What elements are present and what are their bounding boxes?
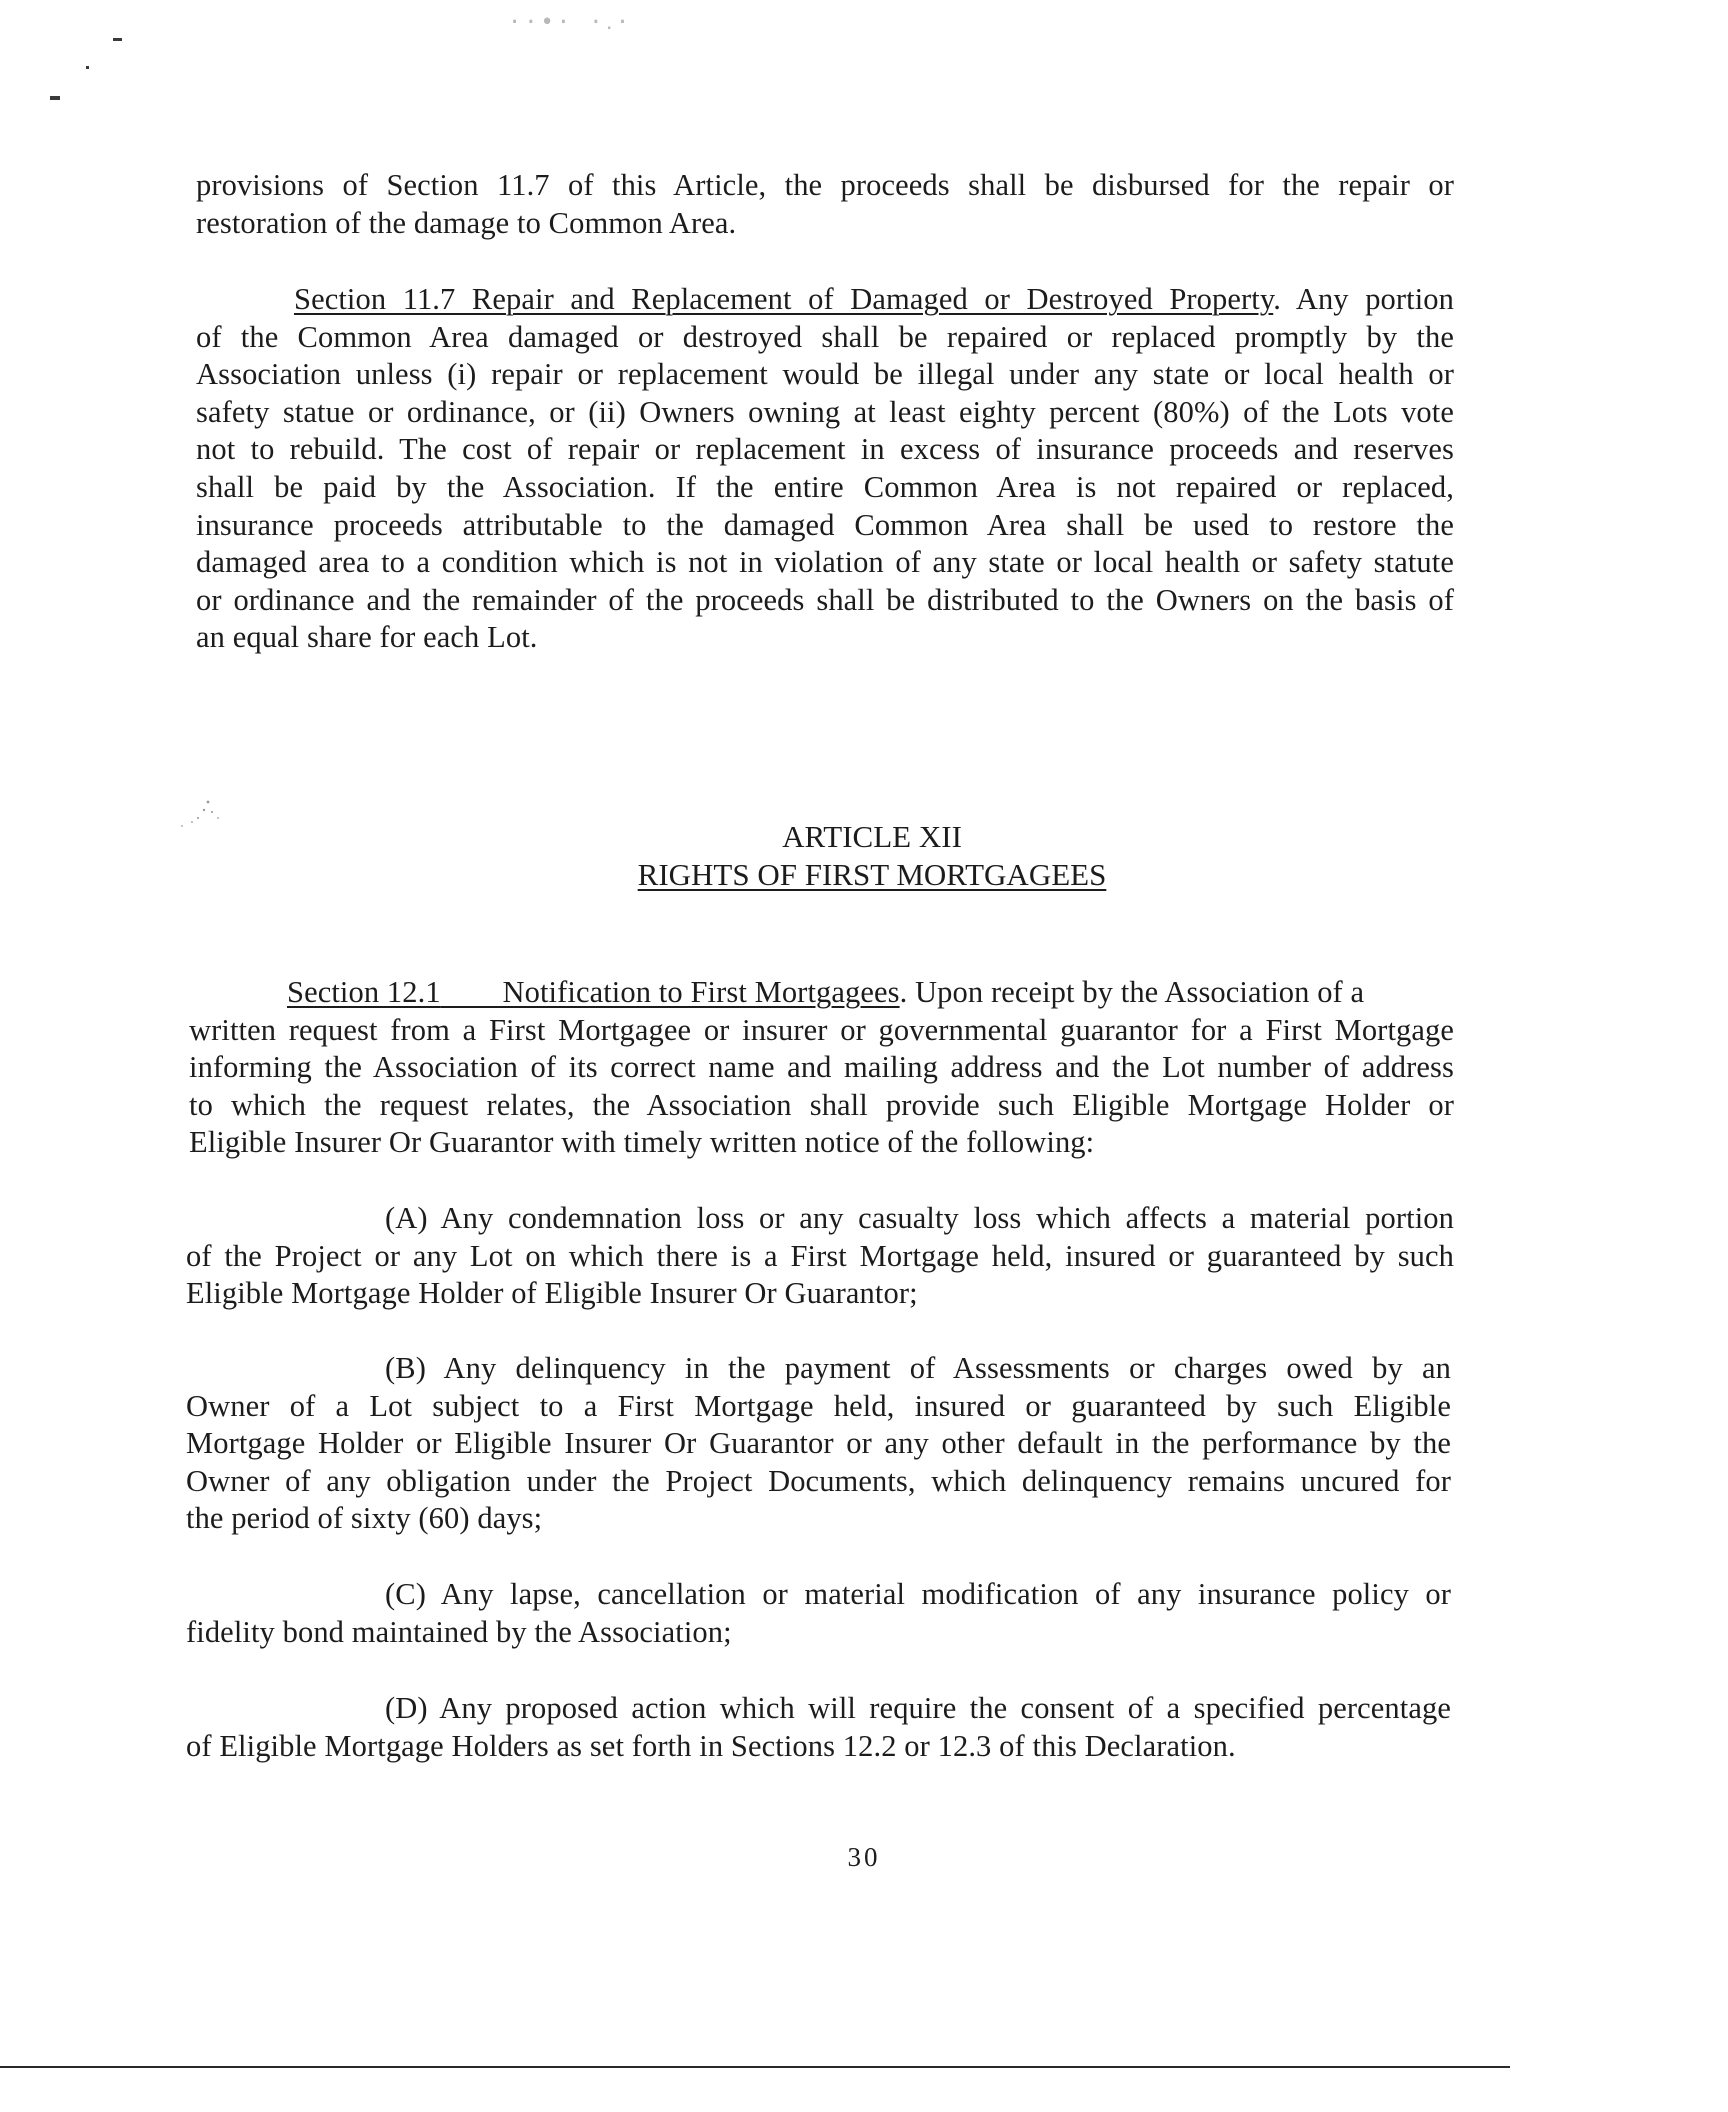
- section-12-1-gap: [441, 975, 503, 1009]
- list-item-c: [186, 1576, 1451, 1651]
- section-12-1-number: Section 12.1: [287, 975, 441, 1009]
- list-item-d-first-line: (D) Any proposed action which will require the consent of a specified percentage: [385, 1691, 1451, 1725]
- section-11-7-paragraph: [196, 281, 1454, 657]
- section-11-7-line: of the Common Area damaged or destroyed shall be repaired or replaced promptly by the: [196, 319, 1454, 354]
- article-number: ARTICLE XII: [782, 819, 962, 854]
- page-number: 30: [847, 1842, 881, 1872]
- intro-paragraph: [196, 167, 1454, 242]
- scan-mark: [50, 96, 60, 100]
- scan-mark: [86, 66, 89, 69]
- section-12-1-paragraph: [189, 974, 1454, 1162]
- section-11-7-line: shall be paid by the Association. If the entire Common Area is not repaired or replaced,: [196, 469, 1454, 504]
- list-item-c-first-line: (C) Any lapse, cancellation or material modification of any insurance policy or: [385, 1577, 1451, 1611]
- section-12-1-heading: Notification to First Mortgagees: [502, 975, 900, 1009]
- article-title: [0, 856, 1728, 894]
- section-11-7-line: an equal share for each Lot.: [196, 620, 538, 655]
- list-item-d: [186, 1690, 1451, 1765]
- section-12-1-line: Eligible Insurer Or Guarantor with timely written notice of the following:: [189, 1125, 1095, 1160]
- section-12-1-first-line: [189, 974, 1454, 1012]
- list-item-b-line: Mortgage Holder or Eligible Insurer Or Guarantor or any other default in the performance by the: [186, 1426, 1451, 1461]
- list-item-b-line: Owner of a Lot subject to a First Mortgage held, insured or guaranteed by such Eligible: [186, 1388, 1451, 1423]
- section-11-7-line: or ordinance and the remainder of the proceeds shall be distributed to the Owners on the basis of: [196, 582, 1454, 617]
- list-item-b-line: the period of sixty (60) days;: [186, 1501, 543, 1536]
- section-11-7-line: safety statue or ordinance, or (ii) Owners owning at least eighty percent (80%) of the Lots vote: [196, 394, 1454, 429]
- section-11-7-line: insurance proceeds attributable to the damaged Common Area shall be used to restore the: [196, 507, 1454, 542]
- section-11-7-line: Association unless (i) repair or replacement would be illegal under any state or local health or: [196, 357, 1454, 392]
- list-item-a-line: Eligible Mortgage Holder of Eligible Insurer Or Guarantor;: [186, 1276, 918, 1311]
- section-11-7-first-line: [196, 281, 1454, 319]
- list-item-c-line: fidelity bond maintained by the Association;: [186, 1614, 732, 1649]
- list-item-d-line: of Eligible Mortgage Holders as set forth in Sections 12.2 or 12.3 of this Declaration.: [186, 1728, 1236, 1763]
- list-item-b-first-line: (B) Any delinquency in the payment of Assessments or charges owed by an: [385, 1351, 1451, 1385]
- section-12-1-line: informing the Association of its correct name and mailing address and the Lot number of address: [189, 1050, 1454, 1085]
- list-item-a-line: of the Project or any Lot on which there is a First Mortgage held, insured or guaranteed by such: [186, 1238, 1454, 1273]
- list-item-a-first-line: (A) Any condemnation loss or any casualty loss which affects a material portion: [385, 1201, 1454, 1235]
- intro-line: restoration of the damage to Common Area.: [196, 205, 737, 240]
- intro-line: provisions of Section 11.7 of this Article, the proceeds shall be disbursed for the repair or: [196, 168, 1454, 202]
- list-item-b: [186, 1350, 1451, 1538]
- scan-mark: [113, 38, 122, 41]
- section-11-7-heading: Section 11.7 Repair and Replacement of Damaged or Destroyed Property: [294, 282, 1274, 316]
- bottom-rule: [0, 2066, 1510, 2068]
- section-12-1-heading-tail: . Upon receipt by the Association of a: [899, 975, 1365, 1009]
- list-item-b-line: Owner of any obligation under the Project Documents, which delinquency remains uncured for: [186, 1463, 1451, 1498]
- scan-stamp: ··•· ·․·: [508, 10, 633, 35]
- article-title-text: RIGHTS OF FIRST MORTGAGEES: [637, 857, 1107, 892]
- section-11-7-line: damaged area to a condition which is not in violation of any state or local health or safety statute: [196, 545, 1454, 580]
- list-item-a: [186, 1200, 1454, 1313]
- section-12-1-line: to which the request relates, the Association shall provide such Eligible Mortgage Holder or: [189, 1087, 1454, 1122]
- section-11-7-line: not to rebuild. The cost of repair or replacement in excess of insurance proceeds and reserves: [196, 432, 1454, 467]
- section-11-7-heading-tail: . Any portion: [1273, 282, 1454, 316]
- section-12-1-line: written request from a First Mortgagee or insurer or governmental guarantor for a First Mortgage: [189, 1012, 1454, 1047]
